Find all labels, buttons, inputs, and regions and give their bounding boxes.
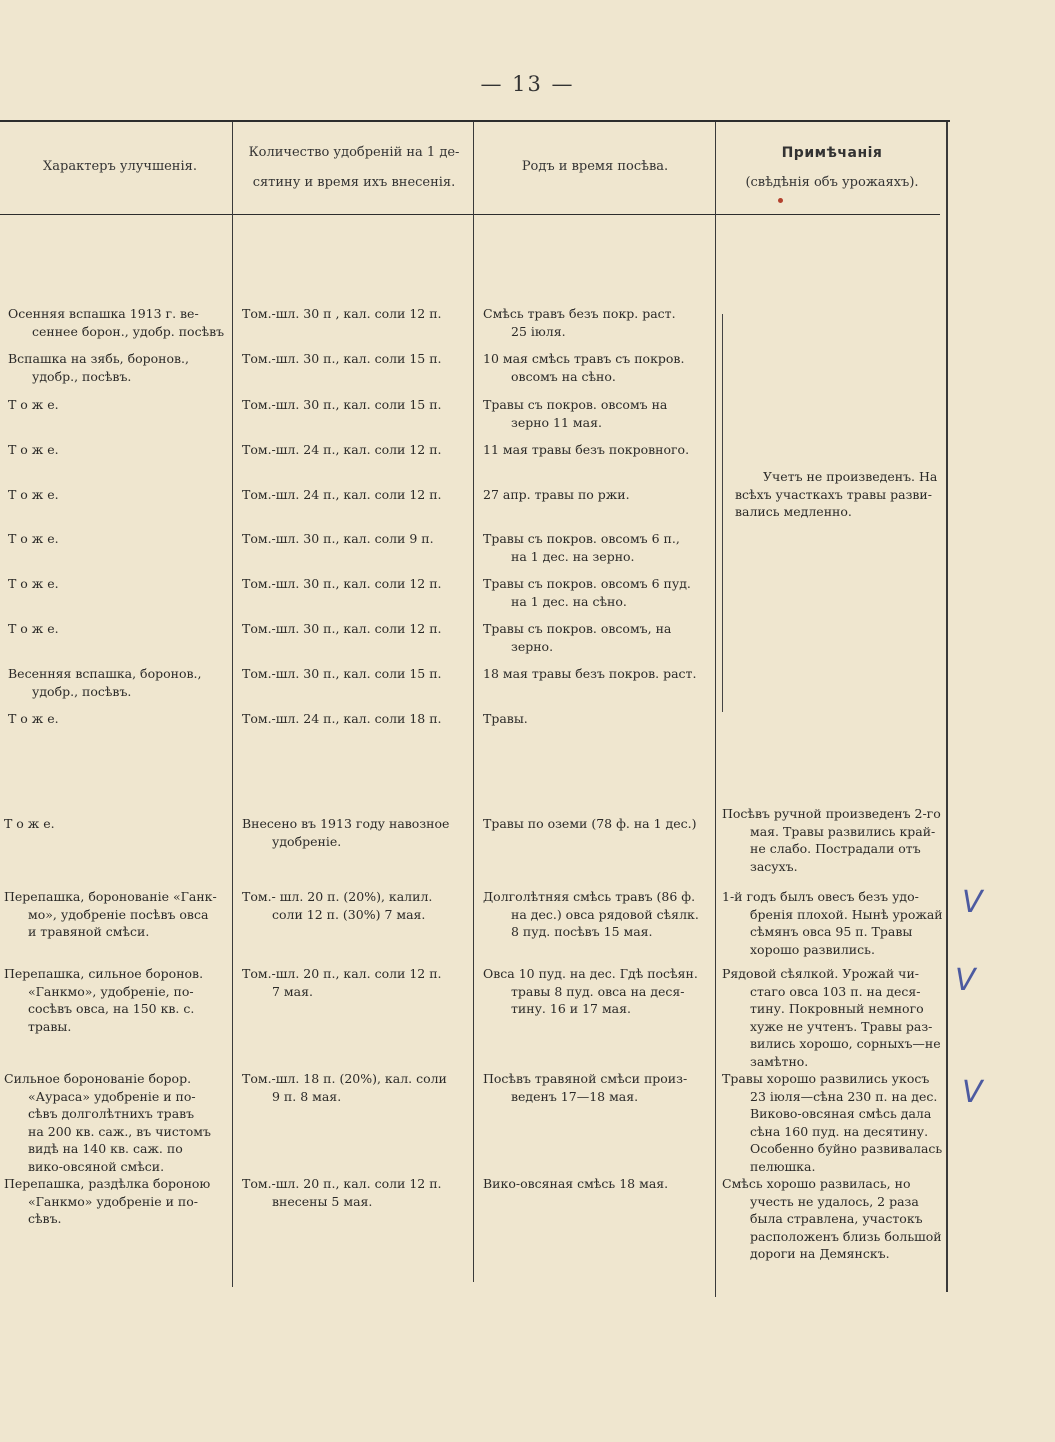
row-fertilizer: Том.-шл. 30 п., кал. соли 15 п.	[242, 397, 442, 412]
row-character: сѣвъ долголѣтнихъ травъ	[28, 1106, 195, 1121]
group-brace	[722, 314, 731, 712]
row-fertilizer: Том.-шл. 30 п., кал. соли 15 п.	[242, 666, 442, 681]
row-note: бренія плохой. Нынѣ урожай	[750, 906, 943, 922]
row-fertilizer: Том.-шл. 24 п., кал. соли 12 п.	[242, 442, 442, 457]
row-sowing: 27 апр. травы по ржи.	[483, 487, 630, 502]
row-sowing: овсомъ на сѣно.	[511, 368, 616, 384]
header-notes-sub: (свѣдѣнія объ урожаяхъ).	[745, 175, 919, 190]
row-sowing: Травы по оземи (78 ф. на 1 дес.)	[483, 816, 697, 831]
row-sowing: веденъ 17—18 мая.	[511, 1088, 639, 1104]
group-note-line: Учетъ не произведенъ. На	[763, 469, 938, 484]
row-note: стаго овса 103 п. на деся-	[750, 983, 921, 999]
check-mark-icon: V	[962, 885, 983, 920]
column-divider-2	[473, 122, 474, 1282]
row-character: и травяной смѣси.	[28, 924, 150, 939]
row-fertilizer: внесены 5 мая.	[272, 1193, 373, 1209]
page-number: — 13 —	[480, 72, 575, 96]
row-note: Посѣвъ ручной произведенъ 2-го	[722, 806, 941, 821]
row-note: Особенно буйно развивалась	[750, 1141, 943, 1156]
row-note: сѣмянъ овса 95 п. Травы	[750, 924, 913, 939]
group-note-line: вались медленно.	[735, 504, 852, 519]
row-character: на 200 кв. саж., въ чистомъ	[28, 1123, 211, 1139]
row-fertilizer: 7 мая.	[272, 983, 313, 999]
header-character: Характеръ улучшенія.	[43, 159, 197, 174]
row-character: Т о ж е.	[8, 487, 59, 502]
header-fertilizer-line1: Количество удобреній на 1 де-	[248, 145, 460, 160]
row-note: хуже не учтенъ. Травы раз-	[750, 1018, 933, 1034]
row-note: 1-й годъ былъ овесъ безъ удо-	[722, 889, 919, 904]
row-sowing: на 1 дес. на сѣно.	[511, 593, 627, 609]
row-character: Весенняя вспашка, боронов.,	[8, 666, 202, 681]
column-divider-3	[715, 122, 716, 1297]
row-character: удобр., посѣвъ.	[32, 683, 132, 699]
table-top-rule	[0, 120, 950, 122]
row-fertilizer: 9 п. 8 мая.	[272, 1088, 342, 1104]
row-character: Вспашка на зябь, боронов.,	[8, 351, 189, 366]
row-sowing: зерно.	[511, 638, 554, 654]
row-sowing: 25 іюля.	[511, 323, 566, 339]
row-sowing: 10 мая смѣсь травъ съ покров.	[483, 351, 685, 366]
row-note: Травы хорошо развились укосъ	[722, 1071, 930, 1086]
table-right-border	[946, 122, 948, 1292]
row-note: не слабо. Пострадали отъ	[750, 841, 921, 856]
row-character: сѣвъ.	[28, 1211, 62, 1226]
row-character: Перепашка, сильное боронов.	[4, 966, 204, 981]
row-note: дороги на Демянскъ.	[750, 1246, 890, 1261]
column-divider-1	[232, 122, 233, 1287]
row-fertilizer: Том.-шл. 20 п., кал. соли 12 п.	[242, 966, 442, 981]
row-sowing: Посѣвъ травяной смѣси произ-	[483, 1071, 688, 1086]
check-mark-icon: V	[962, 1075, 983, 1110]
row-sowing: Травы.	[483, 711, 528, 726]
header-fertilizer-line2: сятину и время ихъ внесенія.	[252, 175, 456, 190]
row-sowing: Травы съ покров. овсомъ, на	[483, 621, 672, 636]
row-character: Т о ж е.	[8, 531, 59, 546]
row-fertilizer: Том.-шл. 20 п., кал. соли 12 п.	[242, 1176, 442, 1191]
row-fertilizer: Том.-шл. 30 п., кал. соли 9 п.	[242, 531, 434, 546]
row-character: видѣ на 140 кв. саж. по	[28, 1141, 183, 1156]
row-character: «Аураса» удобреніе и по-	[28, 1088, 196, 1104]
row-sowing: на дес.) овса рядовой сѣялк.	[511, 906, 699, 922]
row-note: хорошо развились.	[750, 941, 875, 957]
row-character: Т о ж е.	[8, 711, 59, 726]
header-bottom-rule	[0, 214, 940, 215]
row-character: удобр., посѣвъ.	[32, 368, 132, 384]
row-character: «Ганкмо», удобреніе, по-	[28, 983, 194, 999]
row-sowing: 18 мая травы безъ покров. раст.	[483, 666, 697, 681]
row-sowing: 11 мая травы безъ покровного.	[483, 442, 690, 457]
row-fertilizer: Том.- шл. 20 п. (20%), калил.	[242, 889, 433, 904]
row-character: вико-овсяной смѣси.	[28, 1158, 165, 1174]
row-note: учесть не удалось, 2 раза	[750, 1193, 919, 1209]
row-sowing: Овса 10 пуд. на дес. Гдѣ посѣян.	[483, 966, 698, 981]
row-sowing: 8 пуд. посѣвъ 15 мая.	[511, 924, 653, 939]
row-note: замѣтно.	[750, 1053, 809, 1069]
row-note: 23 іюля—сѣна 230 п. на дес.	[750, 1088, 938, 1104]
row-character: сосѣвъ овса, на 150 кв. с.	[28, 1001, 195, 1016]
row-fertilizer: удобреніе.	[272, 833, 342, 849]
row-character: Т о ж е.	[8, 621, 59, 636]
row-note: засухъ.	[750, 858, 798, 874]
ink-dot	[778, 198, 783, 203]
row-note: мая. Травы развились край-	[750, 823, 936, 839]
row-sowing: Травы съ покров. овсомъ на	[483, 397, 668, 412]
row-sowing: на 1 дес. на зерно.	[511, 548, 635, 564]
header-notes-title: Примѣчанія	[781, 145, 883, 161]
row-character: Перепашка, раздѣлка бороною	[4, 1176, 211, 1191]
row-character: Осенняя вспашка 1913 г. ве-	[8, 306, 199, 321]
row-character: травы.	[28, 1018, 72, 1034]
row-character: Т о ж е.	[8, 576, 59, 591]
row-fertilizer: соли 12 п. (30%) 7 мая.	[272, 906, 426, 922]
row-sowing: тину. 16 и 17 мая.	[511, 1001, 631, 1016]
row-sowing: Долголѣтняя смѣсь травъ (86 ф.	[483, 889, 696, 904]
row-fertilizer: Том.-шл. 24 п., кал. соли 12 п.	[242, 487, 442, 502]
row-sowing: Травы съ покров. овсомъ 6 пуд.	[483, 576, 691, 591]
row-fertilizer: Том.-шл. 30 п., кал. соли 12 п.	[242, 576, 442, 591]
row-sowing: зерно 11 мая.	[511, 414, 602, 430]
row-fertilizer: Том.-шл. 30 п., кал. соли 12 п.	[242, 621, 442, 636]
row-sowing: Смѣсь травъ безъ покр. раст.	[483, 306, 676, 321]
row-character: Сильное боронованіе борор.	[4, 1071, 192, 1086]
row-character: «Ганкмо» удобреніе и по-	[28, 1193, 198, 1209]
row-note: была стравлена, участокъ	[750, 1211, 923, 1226]
row-character: мо», удобреніе посѣвъ овса	[28, 906, 209, 922]
group-note	[735, 468, 947, 521]
row-character: сеннее борон., удобр. посѣвъ	[32, 323, 225, 339]
row-note: вились хорошо, сорныхъ—не	[750, 1036, 941, 1051]
row-character: Т о ж е.	[4, 816, 55, 831]
row-fertilizer: Внесено въ 1913 году навозное	[242, 816, 450, 831]
row-note: Смѣсь хорошо развилась, но	[722, 1176, 911, 1191]
check-mark-icon: V	[955, 963, 976, 998]
row-note: Виково-овсяная смѣсь дала	[750, 1106, 932, 1121]
row-sowing: Вико-овсяная смѣсь 18 мая.	[483, 1176, 669, 1191]
row-note: сѣна 160 пуд. на десятину.	[750, 1123, 929, 1139]
row-note: Рядовой сѣялкой. Урожай чи-	[722, 966, 920, 981]
row-fertilizer: Том.-шл. 30 п , кал. соли 12 п.	[242, 306, 442, 321]
row-character: Т о ж е.	[8, 442, 59, 457]
row-character: Перепашка, боронованіе «Ганк-	[4, 889, 217, 904]
row-fertilizer: Том.-шл. 24 п., кал. соли 18 п.	[242, 711, 442, 726]
row-sowing: Травы съ покров. овсомъ 6 п.,	[483, 531, 680, 546]
row-note: тину. Покровный немного	[750, 1001, 924, 1016]
row-note: пелюшка.	[750, 1158, 816, 1174]
row-sowing: травы 8 пуд. овса на деся-	[511, 983, 685, 999]
row-fertilizer: Том.-шл. 18 п. (20%), кал. соли	[242, 1071, 447, 1086]
row-character: Т о ж е.	[8, 397, 59, 412]
row-note: расположенъ близь большой	[750, 1228, 942, 1244]
group-note-line: всѣхъ участкахъ травы разви-	[735, 486, 932, 502]
row-fertilizer: Том.-шл. 30 п., кал. соли 15 п.	[242, 351, 442, 366]
header-sowing: Родъ и время посѣва.	[521, 159, 669, 174]
